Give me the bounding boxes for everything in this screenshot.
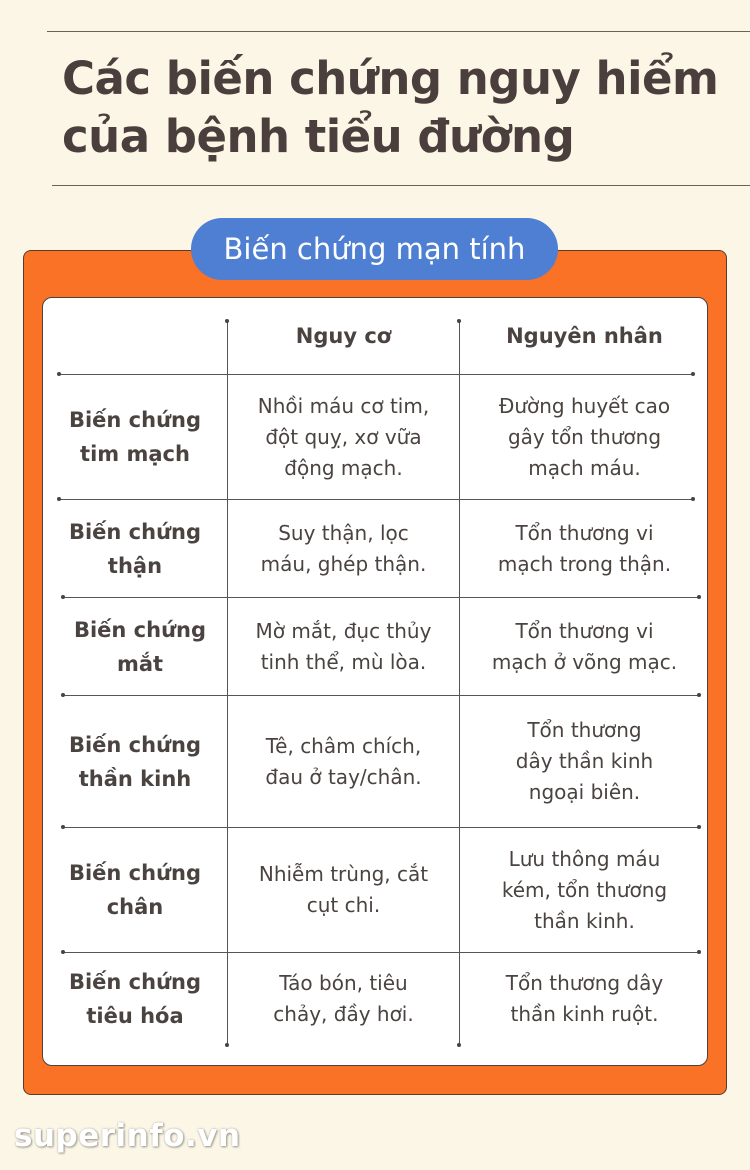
cause-nerve: Tổn thương dây thần kinh ngoại biên. xyxy=(515,718,654,804)
risk-foot: Nhiễm trùng, cắt cụt chi. xyxy=(258,862,429,917)
section-label-pill: Biến chứng mạn tính xyxy=(191,218,558,280)
header-empty xyxy=(43,298,227,374)
header-risk: Nguy cơ xyxy=(295,323,392,348)
row-label-digestive: Biến chứng tiêu hóa xyxy=(68,970,202,1028)
page-title: Các biến chứng nguy hiểm của bệnh tiểu đường xyxy=(62,52,719,163)
cause-foot: Lưu thông máu kém, tổn thương thần kinh. xyxy=(501,846,668,933)
risk-heart: Nhồi máu cơ tim, đột quỵ, xơ vữa động mạch. xyxy=(257,393,430,480)
row-label-kidney: Biến chứng thận xyxy=(68,519,202,578)
complications-table xyxy=(42,297,708,1066)
row-label-nerve: Biến chứng thần kinh xyxy=(68,732,202,791)
risk-nerve: Tê, châm chích, đau ở tay/chân. xyxy=(265,733,422,789)
risk-eye: Mờ mắt, đục thủy tinh thể, mù lòa. xyxy=(255,618,432,674)
risk-digestive: Táo bón, tiêu chảy, đầy hơi. xyxy=(273,971,414,1026)
cause-heart: Đường huyết cao gây tổn thương mạch máu. xyxy=(498,393,671,480)
row-label-heart: Biến chứng tim mạch xyxy=(68,408,202,466)
watermark: superinfo.vn xyxy=(14,1118,241,1154)
row-label-eye: Biến chứng mắt xyxy=(73,617,207,676)
cause-kidney: Tổn thương vi mạch trong thận. xyxy=(497,520,672,576)
risk-kidney: Suy thận, lọc máu, ghép thận. xyxy=(260,520,427,576)
cause-digestive: Tổn thương dây thần kinh ruột. xyxy=(505,971,664,1026)
header-cause: Nguyên nhân xyxy=(506,323,663,348)
top-divider xyxy=(47,31,750,32)
row-label-foot: Biến chứng chân xyxy=(68,861,202,919)
cause-eye: Tổn thương vi mạch ở võng mạc. xyxy=(491,618,678,674)
title-divider xyxy=(52,185,750,186)
